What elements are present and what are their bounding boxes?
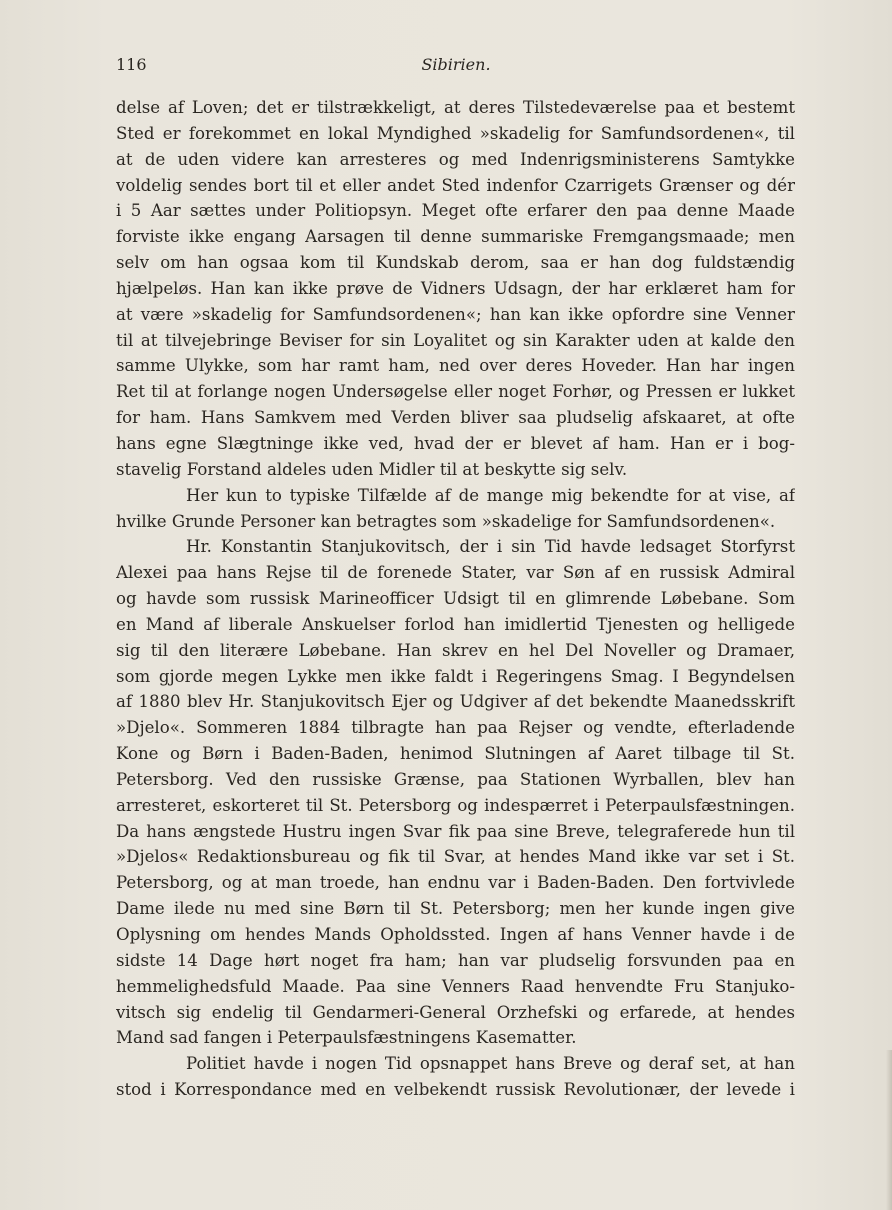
text-line: delse af Loven; det er tilstrækkeligt, at deres Tilstedeværelse paa et bestemt xyxy=(116,98,795,117)
text-line: Kone og Børn i Baden-Baden, henimod Slutningen af Aaret tilbage til St. xyxy=(116,744,795,764)
text-line: »Djelos« Redaktionsbureau og fik til Svar, at hendes Mand ikke var set i St. xyxy=(116,847,795,867)
text-line: sig til den literære Løbebane. Han skrev en hel Del Noveller og Dramaer, xyxy=(116,640,795,660)
text-line: Da hans ængstede Hustru ingen Svar fik paa sine Breve, telegraferede hun til xyxy=(116,821,795,841)
text-line: som gjorde megen Lykke men ikke faldt i Regeringens Smag. I Begyndelsen xyxy=(116,666,795,686)
text-line: og havde som russisk Marineofficer Udsigt til en glimrende Løbebane. Som xyxy=(116,589,795,609)
text-line: hvilke Grunde Personer kan betragtes som »skadelige for Samfundsordenen«. xyxy=(116,511,776,531)
text-line: Ret til at forlange nogen Undersøgelse eller noget Forhør, og Pressen er lukket xyxy=(116,382,795,402)
text-line: vitsch sig endelig til Gendarmeri-General Orzhefski og erfarede, at hendes xyxy=(116,1002,795,1022)
text-line: Sted er forekommet en lokal Myndighed »skadelig for Samfundsordenen«, til xyxy=(116,123,795,143)
text-line: af 1880 blev Hr. Stanjukovitsch Ejer og Udgiver af det bekendte Maanedsskrift xyxy=(116,692,795,712)
text-line: hemmelighedsfuld Maade. Paa sine Venners Raad henvendte Fru Stanjuko- xyxy=(116,976,795,996)
text-line: Her kun to typiske Tilfælde af de mange mig bekendte for at vise, af xyxy=(186,485,795,505)
text-line: hans egne Slægtninge ikke ved, hvad der er blevet af ham. Han er i bog- xyxy=(116,433,795,453)
text-line: Politiet havde i nogen Tid opsnappet hans Breve og deraf set, at han xyxy=(186,1054,795,1074)
text-line: Hr. Konstantin Stanjukovitsch, der i sin Tid havde ledsaget Storfyrst xyxy=(186,537,795,557)
text-line: arresteret, eskorteret til St. Petersborg og indespærret i Peterpaulsfæstningen. xyxy=(116,795,795,815)
text-line: Petersborg. Ved den russiske Grænse, paa Stationen Wyrballen, blev han xyxy=(116,769,795,789)
text-line: forviste ikke engang Aarsagen til denne summariske Fremgangsmaade; men xyxy=(116,227,795,247)
text-line: samme Ulykke, som har ramt ham, ned over deres Hoveder. Han har ingen xyxy=(116,356,795,376)
running-head: Sibirien. xyxy=(421,55,491,74)
page-number: 116 xyxy=(116,55,147,74)
text-line: stavelig Forstand aldeles uden Midler til at beskytte sig selv. xyxy=(116,459,628,479)
text-line: en Mand af liberale Anskuelser forlod han imidlertid Tjenesten og helligede xyxy=(116,614,795,634)
text-line: Alexei paa hans Rejse til de forenede Stater, var Søn af en russisk Admiral xyxy=(116,563,795,583)
text-line: »Djelo«. Sommeren 1884 tilbragte han paa Rejser og vendte, efterladende xyxy=(116,718,795,738)
text-line: stod i Korrespondance med en velbekendt russisk Revolutionær, der levede i xyxy=(116,1080,795,1100)
text-line: til at tilvejebringe Beviser for sin Loyalitet og sin Karakter uden at kalde den xyxy=(116,330,795,350)
text-line: selv om han ogsaa kom til Kundskab derom, saa er han dog fuldstændig xyxy=(116,253,795,273)
text-line: for ham. Hans Samkvem med Verden bliver saa pludselig afskaaret, at ofte xyxy=(116,408,795,428)
page-header xyxy=(116,55,796,79)
text-line: i 5 Aar sættes under Politiopsyn. Meget ofte erfarer den paa denne Maade xyxy=(116,201,795,221)
text-line: Petersborg, og at man troede, han endnu var i Baden-Baden. Den fortvivlede xyxy=(116,873,795,893)
page-edge-shadow xyxy=(886,1050,892,1210)
text-line: Mand sad fangen i Peterpaulsfæstningens Kasematter. xyxy=(116,1028,577,1048)
text-line: at de uden videre kan arresteres og med Indenrigsministerens Samtykke xyxy=(116,149,795,169)
text-line: hjælpeløs. Han kan ikke prøve de Vidners Udsagn, der har erklæret ham for xyxy=(116,278,795,298)
text-line: voldelig sendes bort til et eller andet Sted indenfor Czarrigets Grænser og dér xyxy=(116,175,795,195)
text-line: sidste 14 Dage hørt noget fra ham; han var pludselig forsvunden paa en xyxy=(116,950,795,970)
text-line: Dame ilede nu med sine Børn til St. Petersborg; men her kunde ingen give xyxy=(116,899,795,919)
text-line: at være »skadelig for Samfundsordenen«; han kan ikke opfordre sine Venner xyxy=(116,304,795,324)
text-line: Oplysning om hendes Mands Opholdssted. Ingen af hans Venner havde i de xyxy=(116,925,795,944)
body-text xyxy=(116,95,795,1103)
